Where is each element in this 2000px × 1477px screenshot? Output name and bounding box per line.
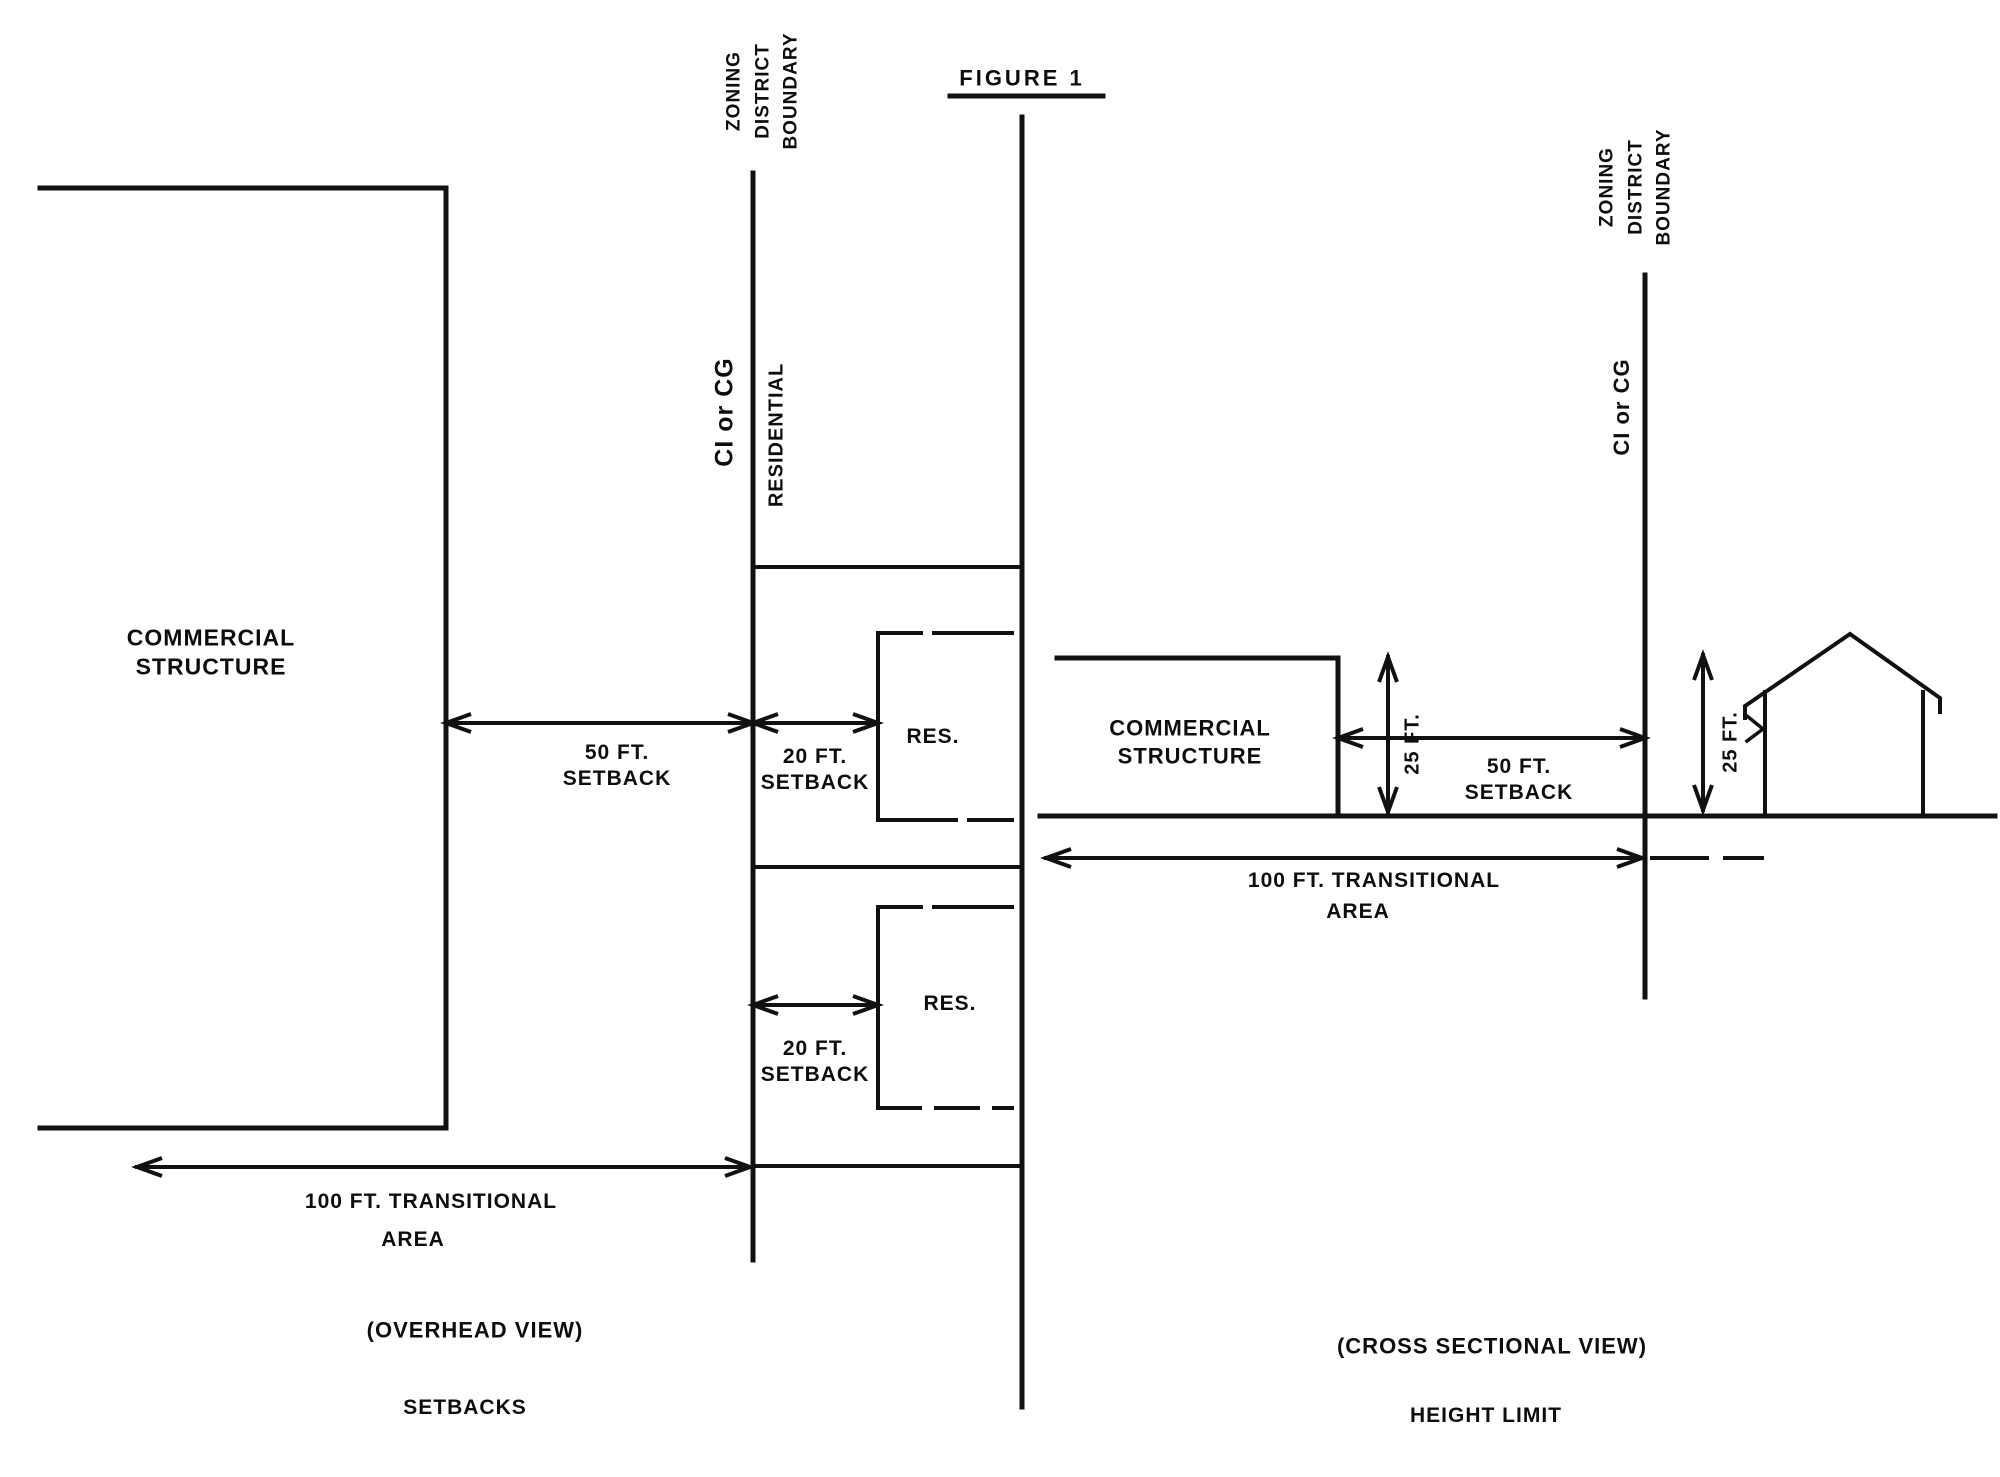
house-eave-tick [1747,716,1763,741]
figure-title: FIGURE 1 [959,65,1085,91]
overhead-20ft-setback-lower-label: 20 FT. SETBACK [760,1036,870,1086]
overhead-20ft-setback-upper-label: 20 FT. SETBACK [760,744,870,794]
overhead-transitional-label-line1: 100 FT. TRANSITIONAL [304,1189,558,1213]
cross-50ft-setback-label: 50 FT. SETBACK [1464,754,1574,804]
cross-commercial-structure-label: COMMERCIAL STRUCTURE [1109,715,1271,768]
overhead-zone-right-label: RESIDENTIAL [765,362,788,508]
cross-caption: (CROSS SECTIONAL VIEW) [1336,1333,1648,1359]
cross-transitional-label-line1: 100 FT. TRANSITIONAL [1247,868,1501,892]
house-roof [1745,634,1940,718]
overhead-zoning-boundary-label: ZONING DISTRICT BOUNDARY [723,32,802,150]
overhead-res-upper-label: RES. [906,724,960,748]
overhead-res-lower-label: RES. [923,991,977,1015]
cross-25ft-right-label: 25 FT. [1719,711,1742,773]
overhead-transitional-label-line2: AREA [381,1227,445,1251]
cross-subcaption: HEIGHT LIMIT [1410,1403,1562,1427]
overhead-commercial-structure-label: COMMERCIAL STRUCTURE [126,624,296,679]
overhead-50ft-setback-label: 50 FT. SETBACK [562,740,672,790]
cross-25ft-left-label: 25 FT. [1401,713,1424,775]
overhead-caption: (OVERHEAD VIEW) [366,1317,584,1343]
cross-zoning-boundary-label: ZONING DISTRICT BOUNDARY [1596,128,1675,246]
cross-zone-left-label: CI or CG [1609,358,1634,456]
overhead-subcaption: SETBACKS [403,1395,527,1419]
overhead-zone-left-label: CI or CG [710,357,739,467]
cross-transitional-label-line2: AREA [1326,899,1390,923]
